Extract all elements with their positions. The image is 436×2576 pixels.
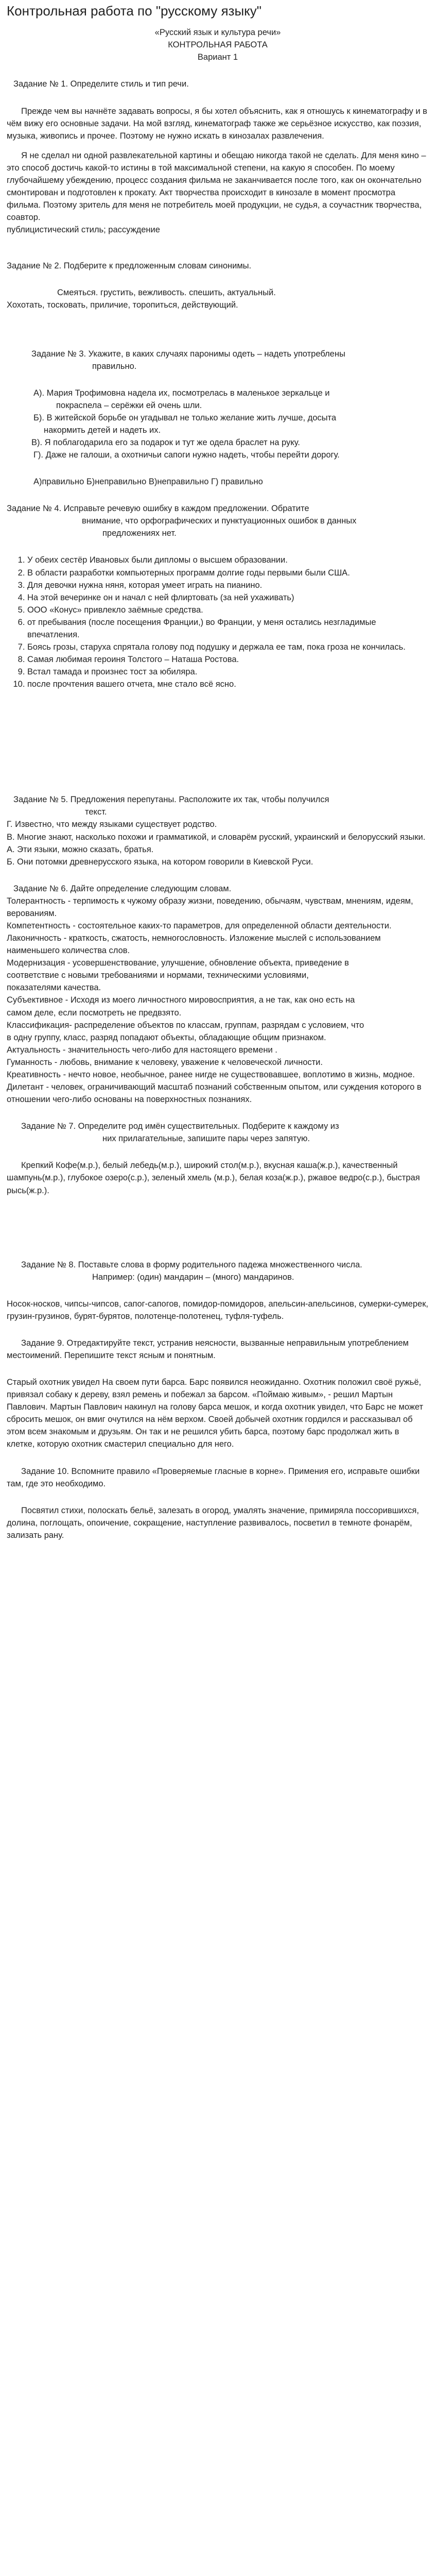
task4-heading-cont: внимание, что орфографических и пунктуационных ошибок в данных — [82, 516, 357, 526]
task3-item-b-cont: накормить детей и надеть их. — [44, 425, 161, 435]
list-item: 1. У обеих сестёр Ивановых были дипломы о высшем образовании. — [27, 554, 429, 566]
task3-item-b: Б). В житейской борьбе он угадывал не только желание жить лучше, досыта — [33, 413, 337, 422]
task3-heading-cont: правильно. — [92, 361, 137, 371]
task8-example: Например: (один) мандарин – (много) мандаринов. — [92, 1272, 294, 1282]
task1-text-paragraph: Прежде чем вы начнёте задавать вопросы, я бы хотел объяснить, как я отношусь к кинематографу и в чём вижу его основные задачи. На мой взгляд, кинематограф также же серьёзное искусство, как поэзия, музыка, живопись и прочее. Поэтому не нужно искать в кинозалах развлечения. — [7, 106, 427, 141]
task3-item-v: В). Я поблагодарила его за подарок и тут же одела браслет на руку. — [31, 437, 300, 447]
task6-definition: показателями качества. — [7, 983, 101, 993]
subject-line: «Русский язык и культура речи» — [154, 28, 281, 38]
task6-definition: Толерантность - терпимость к чужому образу жизни, поведению, обычаям, чувствам, мнениям, идеям, верованиям. — [7, 896, 413, 918]
task3-answer: А)правильно Б)неправильно В)неправильно Г) правильно — [33, 477, 263, 487]
task6-definition: Актуальность - значительность чего-либо для настоящего времени . — [7, 1045, 277, 1055]
task6-definition: в одну группу, класс, разряд попадают объекты, обладающие общим признаком. — [7, 1032, 326, 1042]
task7-heading: Задание № 7. Определите род имён существительных. Подберите к каждому из — [21, 1122, 339, 1131]
task3-item-a: А). Мария Трофимовна надела их, посмотрелась в маленькое зеркальце и — [33, 388, 330, 398]
list-item: 7. Боясь грозы, старуха спрятала голову под подушку и держала ее там, пока гроза не кончилась. — [27, 641, 429, 653]
task5-sentence: Г. Известно, что между языками существует родство. — [7, 820, 217, 829]
task6-definition: соответствие с новыми требованиями и нормами, техническими условиями, — [7, 971, 309, 980]
variant-label: Вариант 1 — [197, 53, 238, 62]
task6-definition: Лаконичность - краткость, сжатость, немногословность. Изложение мыслей с использованием наименьшего количества слов. — [7, 934, 381, 956]
task2-heading: Задание № 2. Подберите к предложенным словам синонимы. — [7, 261, 252, 271]
task5-heading: Задание № 5. Предложения перепутаны. Расположите их так, чтобы получился — [13, 795, 329, 805]
task10-heading: Задание 10. Вспомните правило «Проверяемые гласные в корне». Примения его, исправьте ошибки там, где это необходимо. — [7, 1466, 420, 1488]
task1-answer: публицистический стиль; рассуждение — [7, 225, 160, 235]
task5-sentence: В. Многие знают, насколько похожи и грамматикой, и словарём русский, украинский и белорусский языки. — [7, 832, 426, 842]
task7-answer: Крепкий Кофе(м.р.), белый лебедь(м.р.), широкий стол(м.р.), вкусная каша(ж.р.), качественный шампунь(м.р.), глубокое озеро(с.р.), зеленый хмель (м.р.), белая коза(ж.р.), ржавое ведро(с.р.), быстрая рысь(ж.р.). — [7, 1161, 420, 1195]
task7-heading-cont: них прилагательные, запишите пары через запятую. — [102, 1134, 310, 1144]
task6-definition: Дилетант - человек, ограничивающий масштаб познаний собственным опытом, или суждения которого в отношении чего-либо основаны на поверхностных познаниях. — [7, 1082, 422, 1105]
list-item: 6. от пребывания (после посещения Франции,) во Франции, у меня остались незгладимые впечатления. — [27, 616, 429, 641]
task6-definition: Субъективное - Исходя из моего личностного мировосприятия, а не так, как оно есть на — [7, 995, 355, 1005]
task10-answer: Посвятил стихи, полоскать бельё, залезать в огород, умалять значение, примиряла поссорившихся, долина, поглощать, опоичение, сокращение, наступление развивалось, посветил в темноте фонарём, зализать рану. — [7, 1505, 419, 1540]
document-title: Контрольная работа по "русскому языку" — [7, 3, 262, 19]
task3-item-a-cont: покрасnела – серёжки ей очень шли. — [56, 400, 202, 410]
task8-answer: Носок-носков, чипсы-чипсов, сапог-сапогов, помидор-помидоров, апельсин-апельсинов, сумерки-сумерек, грузин-грузинов, бурят-бурятов, полотенце-полотенец, туфля-туфель. — [7, 1299, 429, 1321]
list-item: 3. Для девочки нужна няня, которая умеет играть на пианино. — [27, 579, 429, 591]
list-item: 5. ООО «Конус» привлекло заёмные средства. — [27, 604, 429, 616]
list-item: 9. Встал тамада и произнес тост за юбиляра. — [27, 666, 429, 678]
task6-definition: самом деле, если посмотреть не предвзято. — [7, 1008, 182, 1018]
task5-sentence: А. Эти языки, можно сказать, братья. — [7, 844, 154, 854]
task1-text-paragraph: Я не сделал ни одной развлекательной картины и обещаю никогда такой не сделать. Для меня кино – это способ достичь какой-то истины в той максимальной степени, на какую я способен. По моему глубочайшему убеждению, процесс создания фильма не заканчивается после того, как он окончательно смонтирован и подготовлен к прокату. Акт творчества происходит в кинозале в момент просмотра фильма. Поэтому зритель для меня не потребитель моей продукции, не судья, а соучастник творчества, соавтор. — [7, 150, 426, 223]
task5-heading-cont: текст. — [85, 807, 107, 817]
task9-answer: Старый охотник увидел На своем пути барса. Барс появился неожиданно. Охотник положил своё ружьё, привязал собаку к дереву, взял ремень и побежал за барсом. «Поймаю живым», - решил Мартын Павлович. Мартын Павлович накинул на голову барса мешок, и когда охотник увидел, что Барс не может сбросить мешок, он вмиг очутился на нём верхом. Своей добычей охотник гордился и рассказывал об этом всем знакомым и друзьям. Он так и не решился убить барса, поэтому барс продолжал жить в клетке, которую охотник смастерил специально для него. — [7, 1378, 424, 1449]
task6-definition: Модернизация - усовершенствование, улучшение, обновление объекта, приведение в — [7, 958, 349, 968]
task4-heading-cont: предложениях нет. — [102, 529, 177, 538]
task6-definition: Компетентность - состоятельное каких-то параметров, для определенной области деятельности. — [7, 921, 392, 931]
list-item: 8. Самая любимая героиня Толстого – Наташа Ростова. — [27, 653, 429, 666]
task5-sentence: Б. Они потомки древнерусского языка, на котором говорили в Киевской Руси. — [7, 857, 313, 867]
task2-answer: Хохотать, тосковать, приличие, торопиться, действующий. — [7, 300, 238, 310]
list-item: 2. В области разработки компьютерных программ долгие годы первыми были США. — [27, 567, 429, 579]
work-label: КОНТРОЛЬНАЯ РАБОТА — [168, 40, 268, 50]
task6-definition: Креативность - нечто новое, необычное, ранее нигде не существовавшее, воплотимо в жизнь, модное. — [7, 1070, 415, 1079]
task1-heading: Задание № 1. Определите стиль и тип речи. — [13, 79, 189, 89]
task6-definition: Гуманность - любовь, внимание к человеку, уважение к человеческой личности. — [7, 1057, 323, 1067]
task6-definition: Классификация- распределение объектов по классам, группам, разрядам с условием, что — [7, 1020, 364, 1030]
task6-heading: Задание № 6. Дайте определение следующим словам. — [13, 884, 232, 893]
document — [0, 3, 436, 1562]
task4-heading: Задание № 4. Исправьте речевую ошибку в каждом предложении. Обратите — [7, 504, 309, 514]
task2-words: Смеяться. грустить, вежливость. спешить, актуальный. — [57, 288, 276, 298]
list-item: 4. На этой вечеринке он и начал с ней флиртовать (за ней ухаживать) — [27, 591, 429, 604]
task3-item-g: Г). Даже не галоши, а охотничьи сапоги нужно надеть, чтобы перейти дорогу. — [33, 450, 340, 460]
task9-heading: Задание 9. Отредактируйте текст, устранив неясности, вызванные неправильным употреблением местоимений. Перепишите текст ясным и понятным. — [7, 1338, 409, 1360]
task3-heading: Задание № 3. Укажите, в каких случаях паронимы одеть – надеть употреблены — [31, 349, 345, 359]
task8-heading: Задание № 8. Поставьте слова в форму родительного падежа множественного числа. — [21, 1260, 362, 1269]
list-item: 10. после прочтения вашего отчета, мне стало всё ясно. — [27, 678, 429, 690]
task4-sentence-list — [7, 554, 429, 690]
